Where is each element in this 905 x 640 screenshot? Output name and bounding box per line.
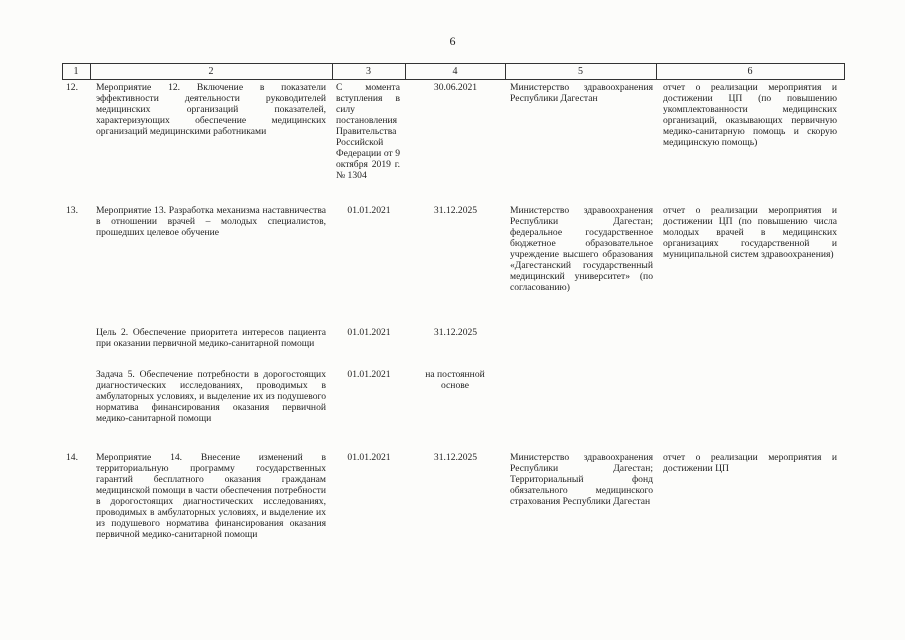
row-start-date: 01.01.2021 [347, 452, 391, 463]
row-result: отчет о реализации мероприятия и достижении ЦП (по повышению укомплектованности медицинских организаций, оказывающих первичную медико-санитарную помощь и скорую медицинскую помощь) [663, 82, 837, 148]
row-start-date: 01.01.2021 [347, 327, 391, 338]
row-name: Задача 5. Обеспечение потребности в дорогостоящих диагностических исследованиях, проводимых в амбулаторных условиях, и выделение их из подушевого норматива финансирования оказания первичной медико-санитарной помощи [96, 369, 326, 424]
page-number: 6 [449, 34, 456, 48]
row-executor: Министерство здравоохранения Республики Дагестан [510, 82, 653, 104]
row-result: отчет о реализации мероприятия и достижении ЦП [663, 452, 837, 474]
column-header: 6 [747, 66, 753, 77]
row-result: отчет о реализации мероприятия и достижении ЦП (по повышению числа молодых врачей в медицинских организациях государственной и муниципальной систем здравоохранения) [663, 205, 837, 260]
row-end-date: на постоянной основе [425, 369, 485, 391]
header-bottom-rule [62, 79, 845, 80]
row-start-date: С момента вступления в силу постановления Правительства Российской Федерации от 9 октября 2019 г. № 1304 [336, 82, 400, 181]
column-header: 5 [578, 66, 583, 77]
row-number: 12. [66, 82, 78, 93]
row-name: Мероприятие 12. Включение в показатели эффективности деятельности руководителей медицинских организаций показателей, характеризующих обеспечение медицинских организаций медицинскими работниками [96, 82, 326, 137]
row-executor: Министерство здравоохранения Республики Дагестан; федеральное государственное бюджетное образовательное учреждение высшего образования «Дагестанский государственный медицинский университет» (по согласованию) [510, 205, 653, 293]
row-name: Цель 2. Обеспечение приоритета интересов пациента при оказании первичной медико-санитарной помощи [96, 327, 326, 349]
row-name: Мероприятие 14. Внесение изменений в территориальную программу государственных гарантий бесплатного оказания гражданам медицинской помощи в части обеспечения потребности в дорогостоящих диагностических исследованиях, проводимых в амбулаторных условиях, и выделение их из подушевого норматива финансирования оказания первичной медико-санитарной помощи [96, 452, 326, 540]
header-top-rule [62, 63, 845, 64]
row-end-date: 31.12.2025 [433, 205, 478, 216]
row-executor: Министерство здравоохранения Республики Дагестан; Территориальный фонд обязательного медицинского страхования Республики Дагестан [510, 452, 653, 507]
row-end-date: 30.06.2021 [433, 82, 478, 93]
column-header: 3 [366, 66, 371, 77]
row-start-date: 01.01.2021 [347, 205, 391, 216]
row-start-date: 01.01.2021 [347, 369, 391, 380]
row-name: Мероприятие 13. Разработка механизма наставничества в отношении врачей – молодых специалистов, прошедших целевое обучение [96, 205, 326, 238]
row-number: 14. [66, 452, 78, 463]
column-header: 4 [452, 66, 458, 77]
column-header: 1 [73, 66, 79, 77]
header-divider [844, 63, 845, 80]
row-end-date: 31.12.2025 [433, 327, 478, 338]
column-header: 2 [208, 66, 214, 77]
row-end-date: 31.12.2025 [433, 452, 478, 463]
row-number: 13. [66, 205, 78, 216]
